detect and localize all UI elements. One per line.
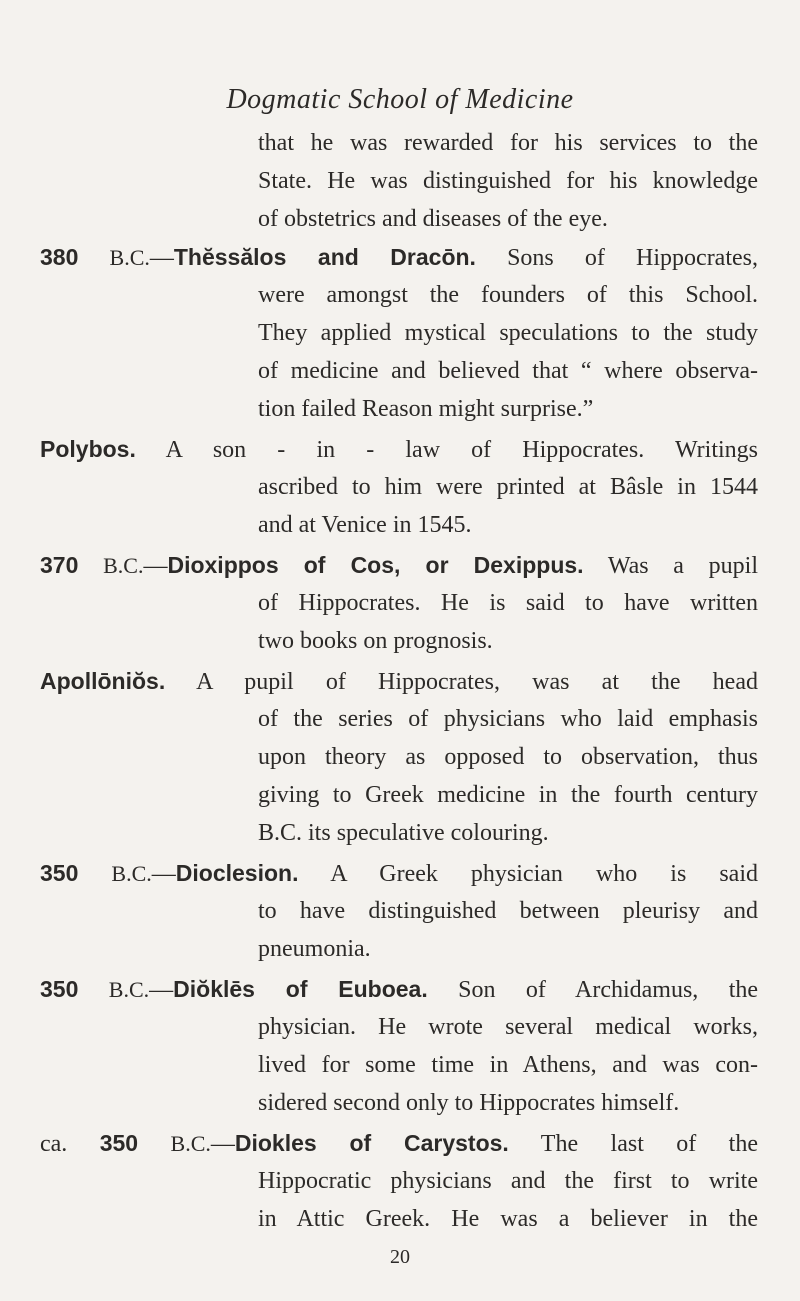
text-line: State. He was distinguished for his knowledge <box>258 168 758 194</box>
text-line: ascribed to him were printed at Bâsle in 1544 <box>258 474 758 500</box>
running-head: Dogmatic School of Medicine <box>226 84 574 115</box>
bc-label: B.C. <box>111 861 152 886</box>
entry-name: Dioxippos of Cos, or Dexippus. <box>167 552 584 578</box>
bc-label: B.C. <box>108 977 150 1002</box>
entry-diokles-carystos-heading <box>40 1128 758 1159</box>
entry-text: A pupil of Hippocrates, was at the head <box>165 669 758 695</box>
entry-text: A son - in - law of Hippocrates. Writings <box>135 437 758 463</box>
text-line: tion failed Reason might surprise.” <box>258 396 594 422</box>
text-line: of the series of physicians who laid emphasis <box>258 706 758 732</box>
dash: — <box>151 861 176 887</box>
text-line: were amongst the founders of this School. <box>258 282 758 308</box>
entry-name: Polybos. <box>40 436 136 462</box>
entry-date: 350 <box>40 860 79 886</box>
dash: — <box>149 977 174 1003</box>
text-line: in Attic Greek. He was a believer in the <box>258 1206 758 1232</box>
entry-name: Thĕssălos and Dracōn. <box>173 244 476 270</box>
text-line: two books on prognosis. <box>258 628 493 654</box>
entry-apollonios-heading <box>40 666 758 697</box>
entry-thessalos-heading <box>40 242 758 273</box>
text-line: and at Venice in 1545. <box>258 512 472 538</box>
entry-text: Sons of Hippocrates, <box>475 245 758 271</box>
dash: — <box>210 1131 235 1157</box>
text-line: B.C. its speculative colouring. <box>258 820 549 846</box>
text-line: Hippocratic physicians and the first to write <box>258 1168 758 1194</box>
entry-text: A Greek physician who is said <box>298 861 759 887</box>
entry-dioclesion-heading <box>40 858 758 889</box>
page-number: 20 <box>390 1246 410 1268</box>
text-line: of Hippocrates. He is said to have written <box>258 590 758 616</box>
entry-text: Son of Archidamus, the <box>427 977 759 1003</box>
bc-label: B.C. <box>103 553 144 578</box>
text-line: pneumonia. <box>258 936 371 962</box>
text-line: lived for some time in Athens, and was con- <box>258 1052 758 1078</box>
entry-text: Was a pupil <box>583 553 759 579</box>
entry-name: Dioclesion. <box>175 860 299 886</box>
text-line: sidered second only to Hippocrates himself. <box>258 1090 680 1116</box>
entry-date: 350 <box>40 976 79 1002</box>
text-line: that he was rewarded for his services to the <box>258 130 758 156</box>
entry-date: 350 <box>99 1130 139 1156</box>
entry-polybos-heading <box>40 434 758 465</box>
circa-label: ca. <box>40 1131 100 1157</box>
text-line: to have distinguished between pleurisy and <box>258 898 758 924</box>
text-line: physician. He wrote several medical works, <box>258 1014 758 1040</box>
bc-label: B.C. <box>170 1131 211 1156</box>
text-line: of medicine and believed that “ where observa- <box>258 358 758 384</box>
entry-text: The last of the <box>508 1131 758 1157</box>
text-line: of obstetrics and diseases of the eye. <box>258 206 608 232</box>
entry-date: 370 <box>40 552 79 578</box>
entry-dioxippos-heading <box>40 550 758 581</box>
entry-diokles-euboea-heading <box>40 974 758 1005</box>
text-line: giving to Greek medicine in the fourth century <box>258 782 758 808</box>
entry-date: 380 <box>40 244 79 270</box>
entry-name: Apollōniŏs. <box>40 668 166 694</box>
bc-label: B.C. <box>109 245 150 270</box>
text-line: upon theory as opposed to observation, thus <box>258 744 758 770</box>
dash: — <box>149 245 174 271</box>
dash: — <box>143 553 168 579</box>
entry-name: Diokles of Carystos. <box>234 1130 509 1156</box>
entry-name: Diŏklēs of Euboea. <box>173 976 428 1002</box>
text-line: They applied mystical speculations to the study <box>258 320 758 346</box>
